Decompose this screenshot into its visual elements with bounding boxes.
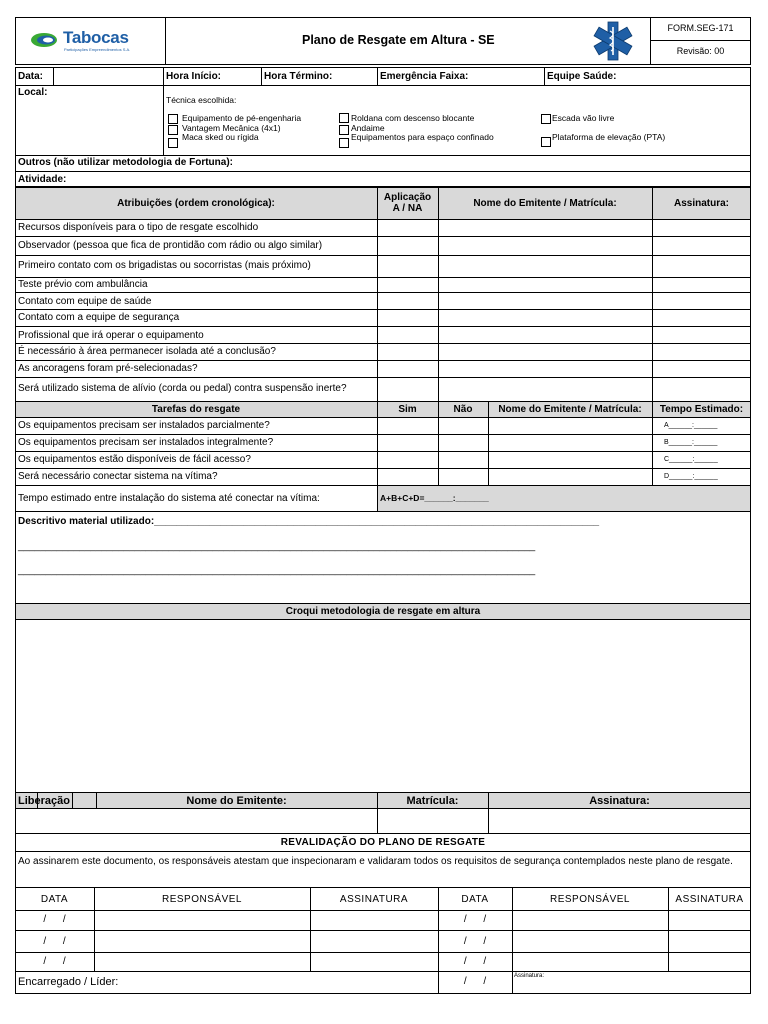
page-title: Plano de Resgate em Altura - SE [302,33,495,47]
company-logo [30,27,140,55]
hora-termino-label: Hora Término: [264,71,333,82]
option-label: Vantagem Mecânica (4x1) [182,123,281,133]
material-line: _____________________________________________________________________________________________ [18,565,536,576]
attr-header: A / NA [392,203,423,214]
reval-date[interactable]: / / [463,956,487,967]
reval-header: ASSINATURA [339,894,409,905]
tasks-header: Não [453,404,473,415]
option-checkbox[interactable] [541,114,551,124]
croqui-title: Croqui metodologia de resgate em altura [285,606,481,617]
attr-row-label: Teste prévio com ambulância [18,279,148,290]
material-line: _____________________________________________________________________________________________ [18,541,536,552]
task-time: C______:______ [664,456,718,463]
task-time: D______:______ [664,473,718,480]
reval-date[interactable]: / / [463,936,487,947]
croqui-drawing-area[interactable] [16,620,750,792]
material-label: Descritivo material utilizado:________________________________________________________________________________ [18,516,600,527]
form-code: FORM.SEG-171 [667,23,734,33]
reval-header: DATA [461,894,489,905]
reval-header: RESPONSÁVEL [550,894,630,905]
total-time-label: Tempo estimado entre instalação do sistema até conectar na vítima: [18,493,320,504]
attr-row-label: Será utilizado sistema de alívio (corda ou pedal) contra suspensão inerte? [18,383,347,394]
task-row-label: Os equipamentos estão disponíveis de fácil acesso? [18,454,251,465]
liberacao-header: Nome do Emitente: [186,795,287,807]
attr-row-label: Recursos disponíveis para o tipo de resgate escolhido [18,222,259,233]
attr-row-label: Primeiro contato com os brigadistas ou socorristas (mais próximo) [18,260,311,271]
attr-row-label: Observador (pessoa que fica de prontidão com rádio ou algo similar) [18,240,323,251]
assinatura-small-label: Assinatura: [514,973,545,979]
option-checkbox[interactable] [168,114,178,124]
task-time: B______:______ [664,439,718,446]
attr-header: Assinatura: [673,198,729,209]
hora-inicio-label: Hora Início: [166,71,222,82]
tasks-header: Sim [398,404,417,415]
option-label: Equipamentos para espaço confinado [351,132,494,142]
logo-subtext: Participações Empreendimentos S.A. [64,47,131,52]
local-label: Local: [18,87,48,98]
option-label: Equipamento de pé-engenharia [182,113,302,123]
reval-header: DATA [40,894,69,905]
tasks-header: Tarefas do resgate [151,404,241,415]
revision: Revisão: 00 [676,46,725,56]
attr-header: Aplicação [383,192,432,203]
tasks-header: Tempo Estimado: [659,404,744,415]
reval-header: ASSINATURA [675,894,744,905]
star-of-life-icon [591,19,635,63]
option-checkbox[interactable] [339,138,349,148]
tasks-header: Nome do Emitente / Matrícula: [498,404,642,415]
task-row-label: Os equipamentos precisam ser instalados integralmente? [18,437,274,448]
revalidacao-title: REVALIDAÇÃO DO PLANO DE RESGATE [280,837,486,848]
reval-date[interactable]: / / [463,976,487,987]
reval-date[interactable]: / / [43,936,66,947]
emergencia-label: Emergência Faixa: [380,71,469,82]
revalidacao-text: Ao assinarem este documento, os responsáveis atestam que inspecionaram e validaram todos os requisitos de segurança contemplados neste plano de resgate. [18,856,733,867]
reval-date[interactable]: / / [43,914,66,925]
attr-row-label: Profissional que irá operar o equipamento [18,330,204,341]
task-row-label: Será necessário conectar sistema na vítima? [18,471,218,482]
equipe-saude-label: Equipe Saúde: [547,71,617,82]
option-checkbox[interactable] [168,125,178,135]
attr-row-label: Contato com a equipe de segurança [18,312,180,323]
reval-date[interactable]: / / [463,914,487,925]
option-label: Roldana com descenso blocante [351,113,475,123]
option-checkbox[interactable] [168,138,178,148]
logo-text: Tabocas [63,28,129,47]
task-time: A______:______ [664,422,718,429]
option-label: Andaime [351,123,385,133]
outros-label: Outros (não utilizar metodologia de Fortuna): [18,157,233,168]
liberacao-header: Liberação [18,795,70,807]
option-label: Escada vão livre [552,113,615,123]
reval-header: RESPONSÁVEL [162,894,242,905]
option-label: Maca sked ou rígida [182,132,259,142]
liberacao-header: Assinatura: [589,795,650,807]
data-label: Data: [18,71,44,82]
attr-header: Atribuições (ordem cronológica): [117,198,275,209]
option-checkbox[interactable] [339,113,349,123]
encarregado-label: Encarregado / Líder: [18,976,119,988]
attr-row-label: As ancoragens foram pré-selecionadas? [18,363,198,374]
liberacao-header: Matrícula: [406,795,459,807]
option-checkbox[interactable] [339,125,349,135]
attr-row-label: É necessário à área permanecer isolada até a conclusão? [18,346,276,357]
option-checkbox[interactable] [541,137,551,147]
total-time-value: A+B+C+D=______:_______ [380,493,489,503]
attr-header: Nome do Emitente / Matrícula: [473,198,617,209]
atividade-label: Atividade: [18,174,67,185]
reval-date[interactable]: / / [43,956,66,967]
attr-row-label: Contato com equipe de saúde [18,296,152,307]
tecnica-label: Técnica escolhida: [166,95,237,105]
logo-swirl-icon [30,30,60,50]
option-label: Plataforma de elevação (PTA) [552,132,666,142]
task-row-label: Os equipamentos precisam ser instalados parcialmente? [18,420,270,431]
